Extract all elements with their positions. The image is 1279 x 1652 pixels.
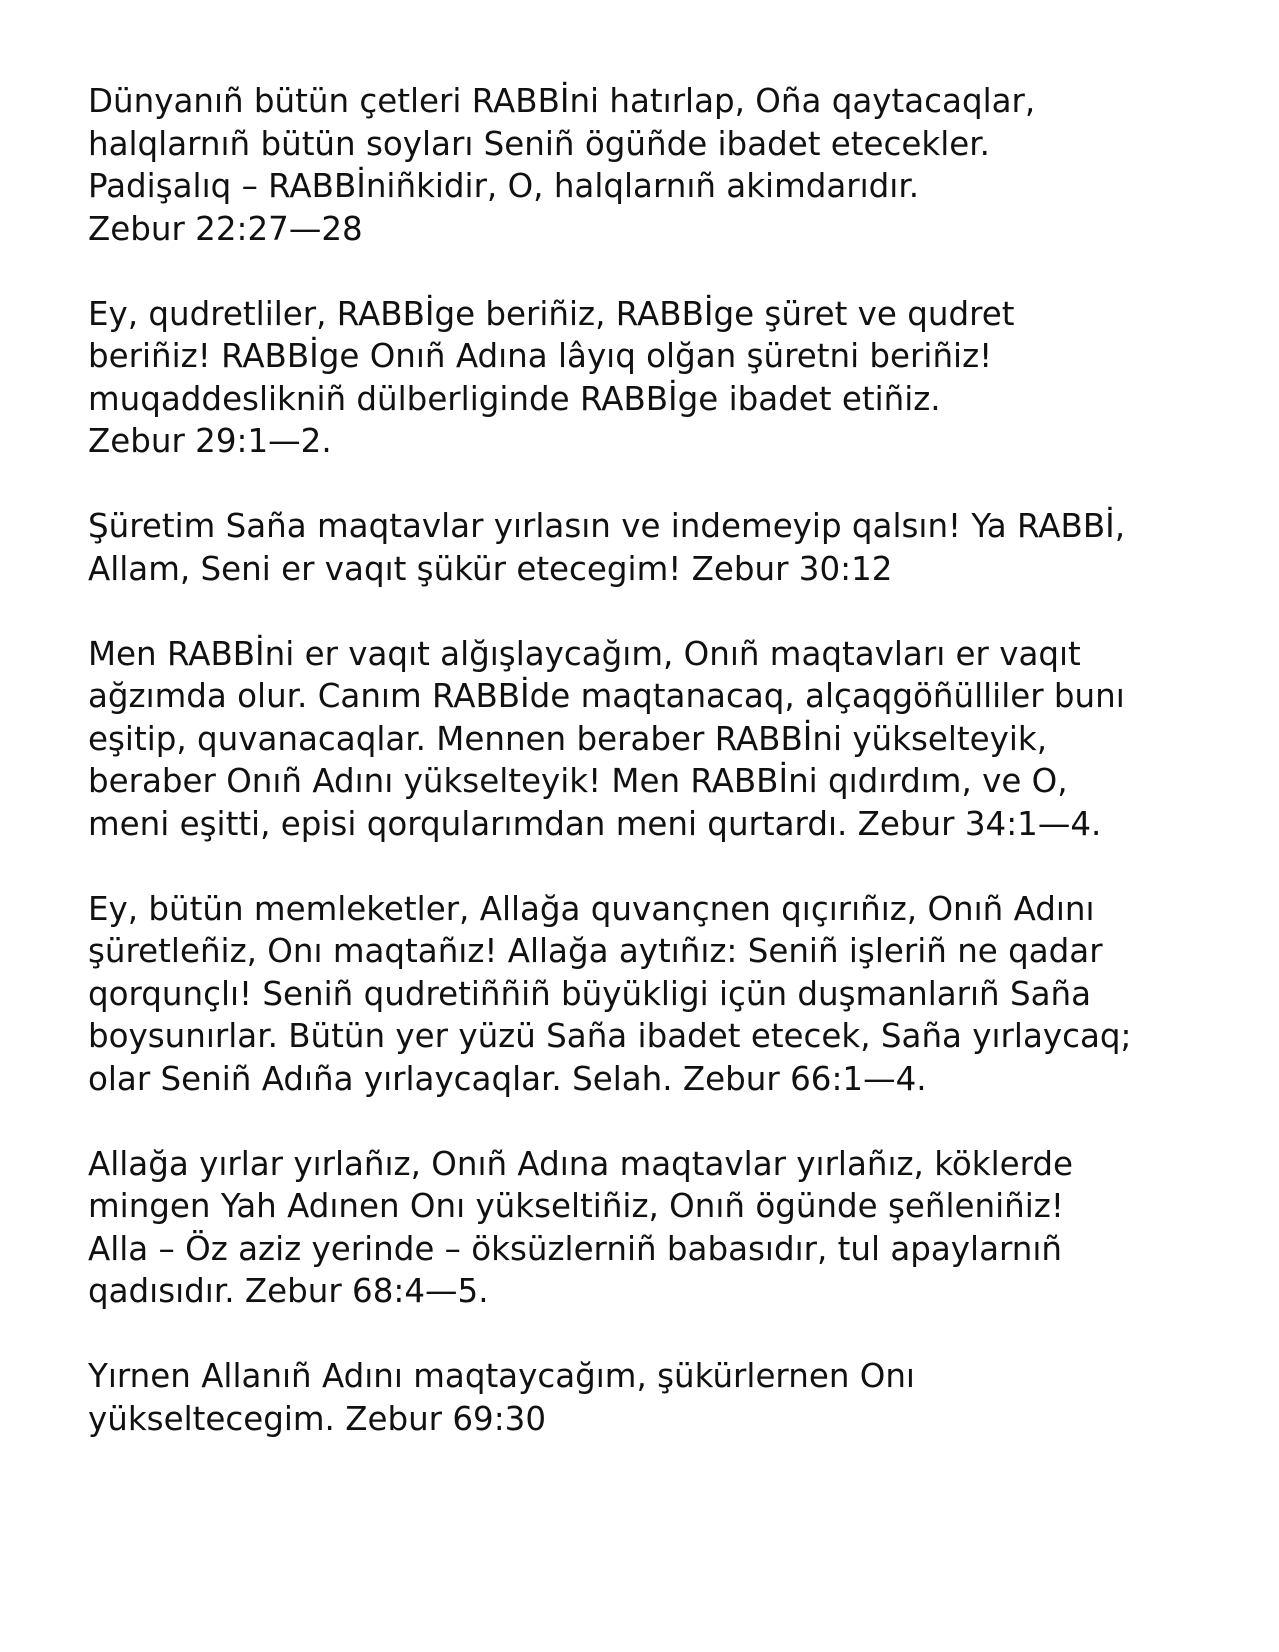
- text-line: Allam, Seni er vaqıt şükür etecegim! Zebur 30:12: [88, 549, 893, 588]
- text-line: halqlarnıñ bütün soyları Seniñ ögüñde ibadet etecekler.: [88, 124, 990, 163]
- verse-paragraph-3: [88, 505, 1218, 590]
- text-line: Şüretim Saña maqtavlar yırlasın ve indemeyip qalsın! Ya RABBİ,: [88, 507, 1126, 545]
- text-line: Yırnen Allanıñ Adını maqtaycağım, şükürlernen Onı: [88, 1357, 915, 1395]
- text-line: eşitip, quvanacaqlar. Mennen beraber RABBİni yükselteyik,: [88, 719, 1048, 758]
- text-line: yükseltecegim. Zebur 69:30: [88, 1399, 547, 1438]
- text-line: Ey, bütün memleketler, Allağa quvançnen qıçırıñız, Onıñ Adını: [88, 889, 1095, 928]
- verse-reference: Zebur 29:1—2.: [88, 422, 332, 460]
- text-line: beriñiz! RABBİge Onıñ Adına lâyıq olğan şüretni beriñiz!: [88, 337, 993, 375]
- verse-paragraph-7: [88, 1355, 1218, 1440]
- verse-paragraph-5: [88, 888, 1218, 1101]
- text-line: mingen Yah Adınen Onı yükseltiñiz, Onıñ ögünde şeñleniñiz!: [88, 1187, 1064, 1225]
- verse-paragraph-2: [88, 293, 1218, 463]
- text-line: beraber Onıñ Adını yükselteyik! Men RABBİni qıdırdım, ve O,: [88, 762, 1068, 800]
- verse-paragraph-4: [88, 633, 1218, 846]
- text-line: qorqunçlı! Seniñ qudretiññiñ büyükligi içün duşmanlarıñ Saña: [88, 974, 1092, 1013]
- text-line: meni eşitti, episi qorqularımdan meni qurtardı. Zebur 34:1—4.: [88, 804, 1102, 843]
- text-line: olar Seniñ Adıña yırlaycaqlar. Selah. Zebur 66:1—4.: [88, 1059, 927, 1098]
- verse-paragraph-1: [88, 80, 1218, 250]
- text-line: şüretleñiz, Onı maqtañız! Allağa aytıñız: Seniñ işleriñ ne qadar: [88, 932, 1103, 970]
- text-line: Alla – Öz aziz yerinde – öksüzlerniñ babasıdır, tul apaylarnıñ: [88, 1229, 1063, 1268]
- verse-reference: Zebur 22:27—28: [88, 209, 363, 248]
- text-line: ağzımda olur. Canım RABBİde maqtanacaq, alçaqgöñülliler bunı: [88, 677, 1125, 715]
- text-line: Ey, qudretliler, RABBİge beriñiz, RABBİge şüret ve qudret: [88, 294, 1015, 333]
- text-line: boysunırlar. Bütün yer yüzü Saña ibadet etecek, Saña yırlaycaq;: [88, 1017, 1132, 1055]
- text-line: qadısıdır. Zebur 68:4—5.: [88, 1272, 489, 1310]
- text-line: Padişalıq – RABBİniñkidir, O, halqlarnıñ akimdarıdır.: [88, 167, 920, 205]
- text-line: Men RABBİni er vaqıt alğışlaycağım, Onıñ maqtavları er vaqıt: [88, 634, 1081, 673]
- verse-paragraph-6: [88, 1143, 1218, 1313]
- text-line: Dünyanıñ bütün çetleri RABBİni hatırlap, Oña qaytacaqlar,: [88, 82, 1036, 120]
- text-line: Allağa yırlar yırlañız, Onıñ Adına maqtavlar yırlañız, köklerde: [88, 1144, 1074, 1183]
- document-page: [88, 80, 1218, 1483]
- text-line: muqaddeslikniñ dülberliginde RABBİge ibadet etiñiz.: [88, 379, 941, 418]
